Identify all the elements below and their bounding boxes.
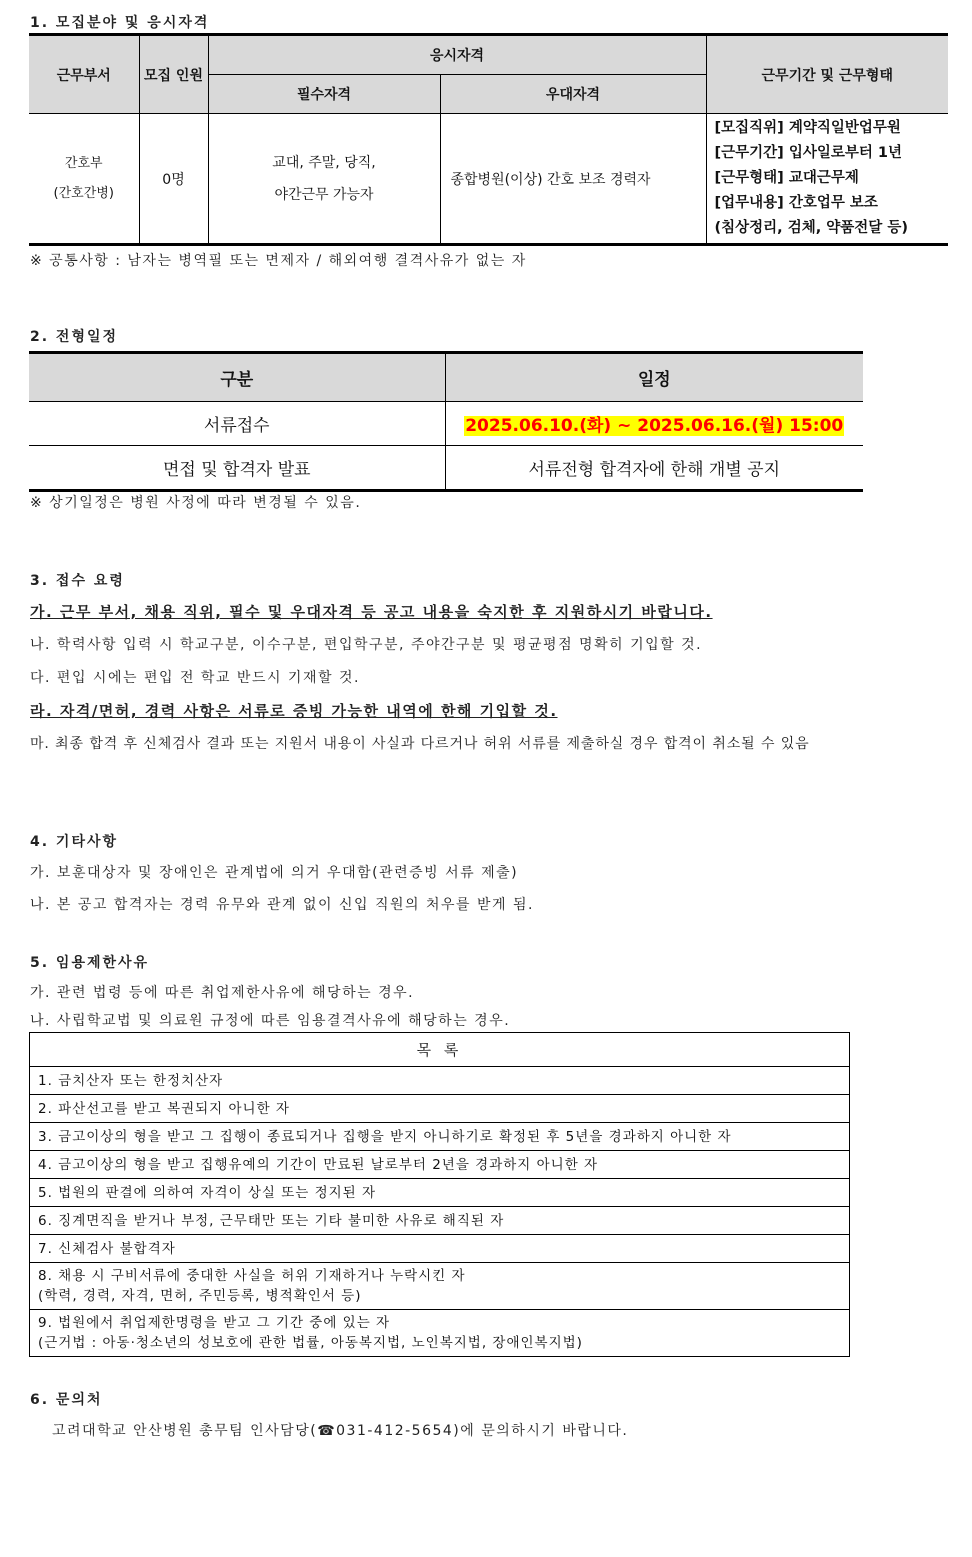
row-schedule: 서류전형 합격자에 한해 개별 공지 [445,446,863,491]
list-item: 2. 파산선고를 받고 복권되지 아니한 자 [30,1095,850,1123]
section5-item: 나. 사립학교법 및 의료원 규정에 따른 임용결격사유에 해당하는 경우. [30,1013,511,1029]
list-item-line: (근거법 : 아동·청소년의 성보호에 관한 법률, 아동복지법, 노인복지법, 장애인복지법) [38,1335,583,1351]
section3-item: 가. 근무 부서, 채용 직위, 필수 및 우대자격 등 공고 내용을 숙지한 후 지원하시기 바랍니다. [30,603,713,621]
row-schedule [445,402,863,446]
section3-item: 나. 학력사항 입력 시 학교구분, 이수구분, 편입학구분, 주야간구분 및 평균평점 명확히 기입할 것. [30,637,703,653]
cell-preferred: 종합병원(이상) 간호 보조 경력자 [440,114,706,245]
section6-title: 6. 문의처 [30,1392,103,1408]
section3-item: 라. 자격/면허, 경력 사항은 서류로 증빙 가능한 내역에 한해 기입할 것. [30,702,558,720]
period-line: [모집직위] 계약직일반업무원 [714,120,901,136]
highlighted-date: 2025.06.10.(화) ~ 2025.06.16.(월) 15:00 [465,416,844,436]
cell-required [208,114,440,245]
period-line: [업무내용] 간호업무 보조 [714,195,878,211]
list-item: 6. 징계면직을 받거나 부정, 근무태만 또는 기타 불미한 사유로 해직된 자 [30,1207,850,1235]
header-dept: 근무부서 [29,35,139,114]
disqualification-table [29,1032,850,1357]
section3-item: 다. 편입 시에는 편입 전 학교 반드시 기재할 것. [30,670,360,686]
list-item-line: 9. 법원에서 취업제한명령을 받고 그 기간 중에 있는 자 [38,1315,391,1331]
header-preferred: 우대자격 [440,75,706,114]
dept-name: 간호부 [64,155,103,171]
list-item: 5. 법원의 판결에 의하여 자격이 상실 또는 정지된 자 [30,1179,850,1207]
list-item: 1. 금치산자 또는 한정치산자 [30,1067,850,1095]
list-item [30,1263,850,1310]
section1-note: ※ 공통사항 : 남자는 병역필 또는 면제자 / 해외여행 결격사유가 없는 자 [30,253,527,269]
section4-title: 4. 기타사항 [30,834,119,850]
cell-period [706,114,948,245]
section5-item: 가. 관련 법령 등에 따른 취업제한사유에 해당하는 경우. [30,985,415,1001]
schedule-table [29,351,863,492]
section4-item: 나. 본 공고 합격자는 경력 유무와 관계 없이 신입 직원의 처우를 받게 됨. [30,897,534,913]
header-period: 근무기간 및 근무형태 [706,35,948,114]
list-item: 7. 신체검사 불합격자 [30,1235,850,1263]
contact-text: 고려대학교 안산병원 총무팀 인사담당(☎031-412-5654)에 문의하시기 바랍니다. [52,1423,629,1439]
cell-count: 0명 [139,114,208,245]
list-item: 4. 금고이상의 형을 받고 집행유예의 기간이 만료된 날로부터 2년을 경과하지 아니한 자 [30,1151,850,1179]
recruitment-table [29,33,948,246]
section4-item: 가. 보훈대상자 및 장애인은 관계법에 의거 우대함(관련증빙 서류 제출) [30,865,519,881]
header-schedule: 일정 [445,353,863,402]
header-count: 모집 인원 [139,35,208,114]
list-item [30,1310,850,1357]
period-line: (침상정리, 검체, 약품전달 등) [714,220,908,236]
section5-title: 5. 임용제한사유 [30,955,150,971]
header-required: 필수자격 [208,75,440,114]
period-line: [근무기간] 입사일로부터 1년 [714,145,903,161]
period-line: [근무형태] 교대근무제 [714,170,859,186]
section3-item: 마. 최종 합격 후 신체검사 결과 또는 지원서 내용이 사실과 다르거나 허위 서류를 제출하실 경우 합격이 취소될 수 있음 [30,736,810,752]
header-category: 구분 [29,353,445,402]
row-category: 면접 및 합격자 발표 [29,446,445,491]
row-category: 서류접수 [29,402,445,446]
list-header: 목 록 [30,1033,850,1067]
cell-dept [29,114,139,245]
list-item-line: (학력, 경력, 자격, 면허, 주민등록, 병적확인서 등) [38,1288,362,1304]
list-item-line: 8. 채용 시 구비서류에 중대한 사실을 허위 기재하거나 누락시킨 자 [38,1268,466,1284]
required-line-1: 교대, 주말, 당직, [272,154,376,171]
section2-title: 2. 전형일정 [30,329,119,345]
list-item: 3. 금고이상의 형을 받고 그 집행이 종료되거나 집행을 받지 아니하기로 확정된 후 5년을 경과하지 아니한 자 [30,1123,850,1151]
section1-title: 1. 모집분야 및 응시자격 [30,15,210,31]
header-qualification: 응시자격 [208,35,706,75]
dept-sub: (간호간병) [53,185,114,201]
section3-title: 3. 접수 요령 [30,573,125,589]
section2-note: ※ 상기일정은 병원 사정에 따라 변경될 수 있음. [30,495,362,511]
required-line-2: 야간근무 가능자 [274,186,374,203]
